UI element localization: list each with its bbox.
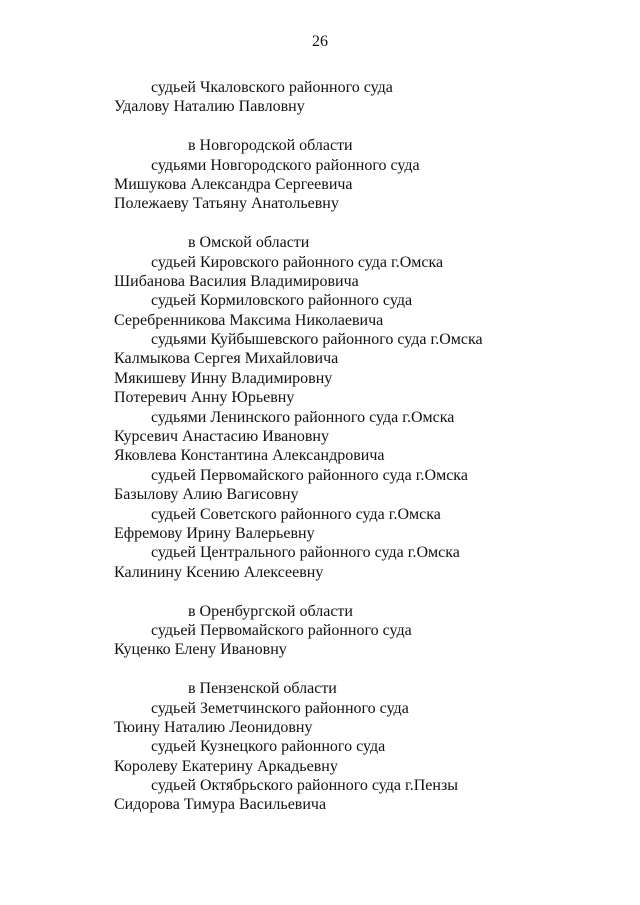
judge-name: Курсевич Анастасию Ивановну — [114, 428, 329, 446]
judge-name: Яковлева Константина Александровича — [114, 447, 385, 465]
judge-name: Мякишеву Инну Владимировну — [114, 369, 333, 387]
judge-name: Потеревич Анну Юрьевну — [114, 389, 295, 407]
judge-name: Калмыкова Сергея Михайловича — [114, 350, 339, 368]
paragraph-gap — [0, 660, 640, 679]
judge-name: Куценко Елену Ивановну — [114, 641, 287, 659]
court-appointment: судьей Кормиловского районного суда — [151, 292, 413, 310]
judge-name: Тюину Наталию Леонидовну — [114, 718, 313, 736]
judge-name: Удалову Наталию Павловну — [114, 98, 305, 116]
judge-name: Сидорова Тимура Васильевича — [114, 796, 327, 814]
paragraph-gap — [0, 117, 640, 136]
judge-name: Королеву Екатерину Аркадьевну — [114, 757, 338, 775]
judge-name: Калинину Ксению Алексеевну — [114, 563, 324, 581]
judge-name: Базылову Алию Вагисовну — [114, 486, 299, 504]
region-heading: в Омской области — [188, 234, 310, 252]
paragraph-gap — [0, 214, 640, 233]
region-heading: в Новгородской области — [188, 137, 353, 155]
court-appointment: судьями Ленинского районного суда г.Омска — [151, 408, 455, 426]
court-appointment: судьей Первомайского районного суда — [151, 621, 412, 639]
court-appointment: судьей Октябрьского районного суда г.Пензы — [151, 777, 459, 795]
court-appointment: судьей Кировского районного суда г.Омска — [151, 253, 444, 271]
region-heading: в Оренбургской области — [188, 602, 353, 620]
court-appointment: судьями Новгородского районного суда — [151, 156, 420, 174]
court-appointment: судьей Центрального районного суда г.Омска — [151, 544, 460, 562]
judge-name: Мишукова Александра Сергеевича — [114, 175, 353, 193]
court-appointment: судьей Чкаловского районного суда — [151, 79, 393, 96]
court-appointment: судьей Советского районного суда г.Омска — [151, 505, 441, 523]
court-appointment: судьей Кузнецкого районного суда — [151, 738, 386, 756]
document-body — [0, 78, 640, 815]
court-appointment: судьями Куйбышевского районного суда г.Омска — [151, 331, 483, 349]
region-heading: в Пензенской области — [188, 680, 337, 698]
judge-name: Ефремову Ирину Валерьевну — [114, 524, 315, 542]
court-appointment: судьей Земетчинского районного суда — [151, 699, 409, 717]
judge-name: Полежаеву Татьяну Анатольевну — [114, 195, 339, 213]
page-number: 26 — [312, 33, 328, 50]
paragraph-gap — [0, 582, 640, 601]
judge-name: Серебренникова Максима Николаевича — [114, 311, 384, 329]
court-appointment: судьей Первомайского районного суда г.Омска — [151, 466, 468, 484]
judge-name: Шибанова Василия Владимировича — [114, 272, 359, 290]
